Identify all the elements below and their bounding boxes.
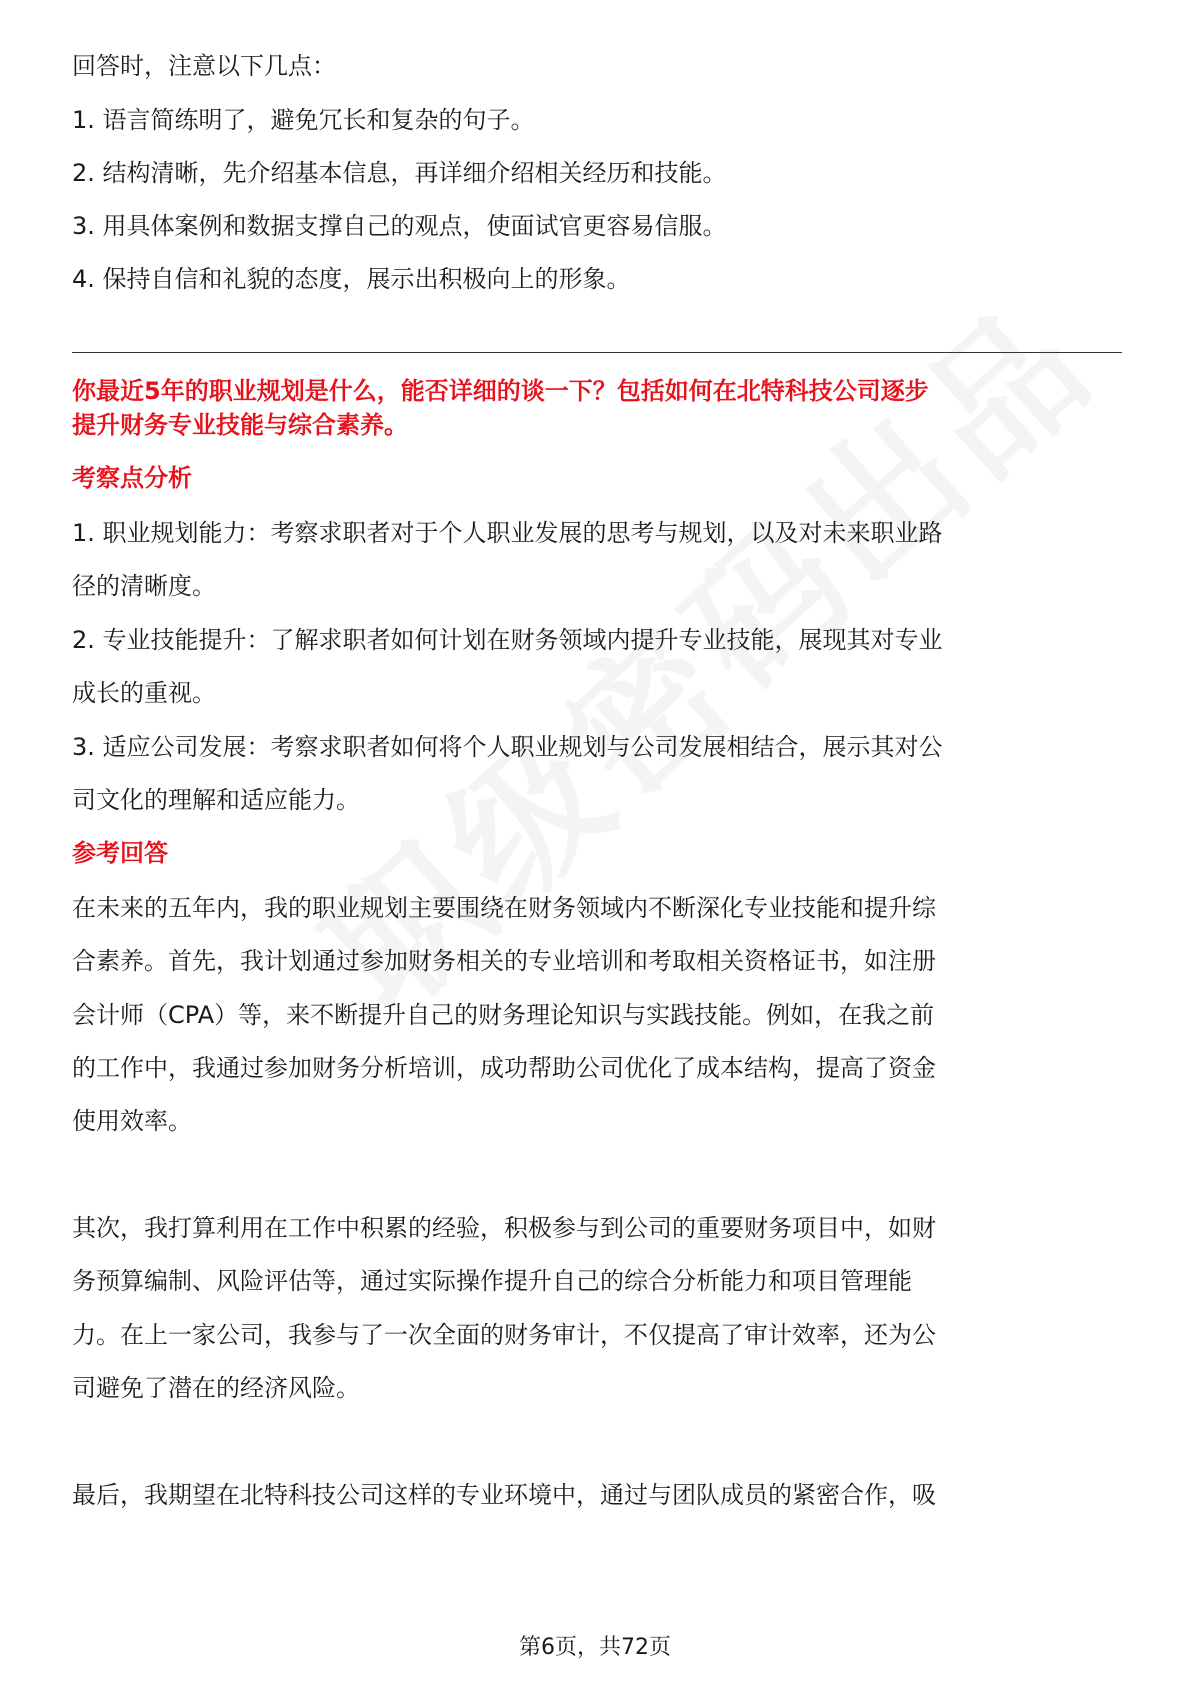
answer-p1-line-1: 在未来的五年内，我的职业规划主要围绕在财务领域内不断深化专业技能和提升综 [72,894,936,922]
analysis-line-5: 3. 适应公司发展：考察求职者如何将个人职业规划与公司发展相结合，展示其对公 [72,733,943,761]
intro-tip-4: 4. 保持自信和礼貌的态度，展示出积极向上的形象。 [72,265,631,293]
answer-p1-line-4: 的工作中，我通过参加财务分析培训，成功帮助公司优化了成本结构，提高了资金 [72,1054,936,1082]
intro-tip-1: 1. 语言简练明了，避免冗长和复杂的句子。 [72,106,535,134]
intro-tip-2: 2. 结构清晰，先介绍基本信息，再详细介绍相关经历和技能。 [72,159,727,187]
analysis-line-4: 成长的重视。 [72,679,216,707]
analysis-line-6: 司文化的理解和适应能力。 [72,786,360,814]
answer-p1-line-3: 会计师（CPA）等，来不断提升自己的财务理论知识与实践技能。例如，在我之前 [72,1001,935,1029]
answer-p2-line-4: 司避免了潜在的经济风险。 [72,1374,360,1402]
intro-tip-3: 3. 用具体案例和数据支撑自己的观点，使面试官更容易信服。 [72,212,727,240]
answer-p1-line-2: 合素养。首先，我计划通过参加财务相关的专业培训和考取相关资格证书，如注册 [72,947,936,975]
analysis-line-3: 2. 专业技能提升：了解求职者如何计划在财务领域内提升专业技能，展现其对专业 [72,626,943,654]
question-line-1: 你最近5年的职业规划是什么，能否详细的谈一下？包括如何在北特科技公司逐步 [72,377,929,405]
analysis-line-1: 1. 职业规划能力：考察求职者对于个人职业发展的思考与规划，以及对未来职业路 [72,519,943,547]
analysis-line-2: 径的清晰度。 [72,572,216,600]
analysis-heading: 考察点分析 [72,464,192,492]
answer-p3-line-1: 最后，我期望在北特科技公司这样的专业环境中，通过与团队成员的紧密合作，吸 [72,1481,936,1509]
section-divider [72,352,1122,353]
page-number: 第6页，共72页 [519,1635,671,1660]
answer-p2-line-1: 其次，我打算利用在工作中积累的经验，积极参与到公司的重要财务项目中，如财 [72,1214,936,1242]
answer-p2-line-2: 务预算编制、风险评估等，通过实际操作提升自己的综合分析能力和项目管理能 [72,1267,912,1295]
answer-heading: 参考回答 [72,839,168,867]
question-line-2: 提升财务专业技能与综合素养。 [72,411,408,439]
intro-lead: 回答时，注意以下几点： [72,52,336,80]
answer-p2-line-3: 力。在上一家公司，我参与了一次全面的财务审计，不仅提高了审计效率，还为公 [72,1321,936,1349]
answer-p1-line-5: 使用效率。 [72,1107,192,1135]
